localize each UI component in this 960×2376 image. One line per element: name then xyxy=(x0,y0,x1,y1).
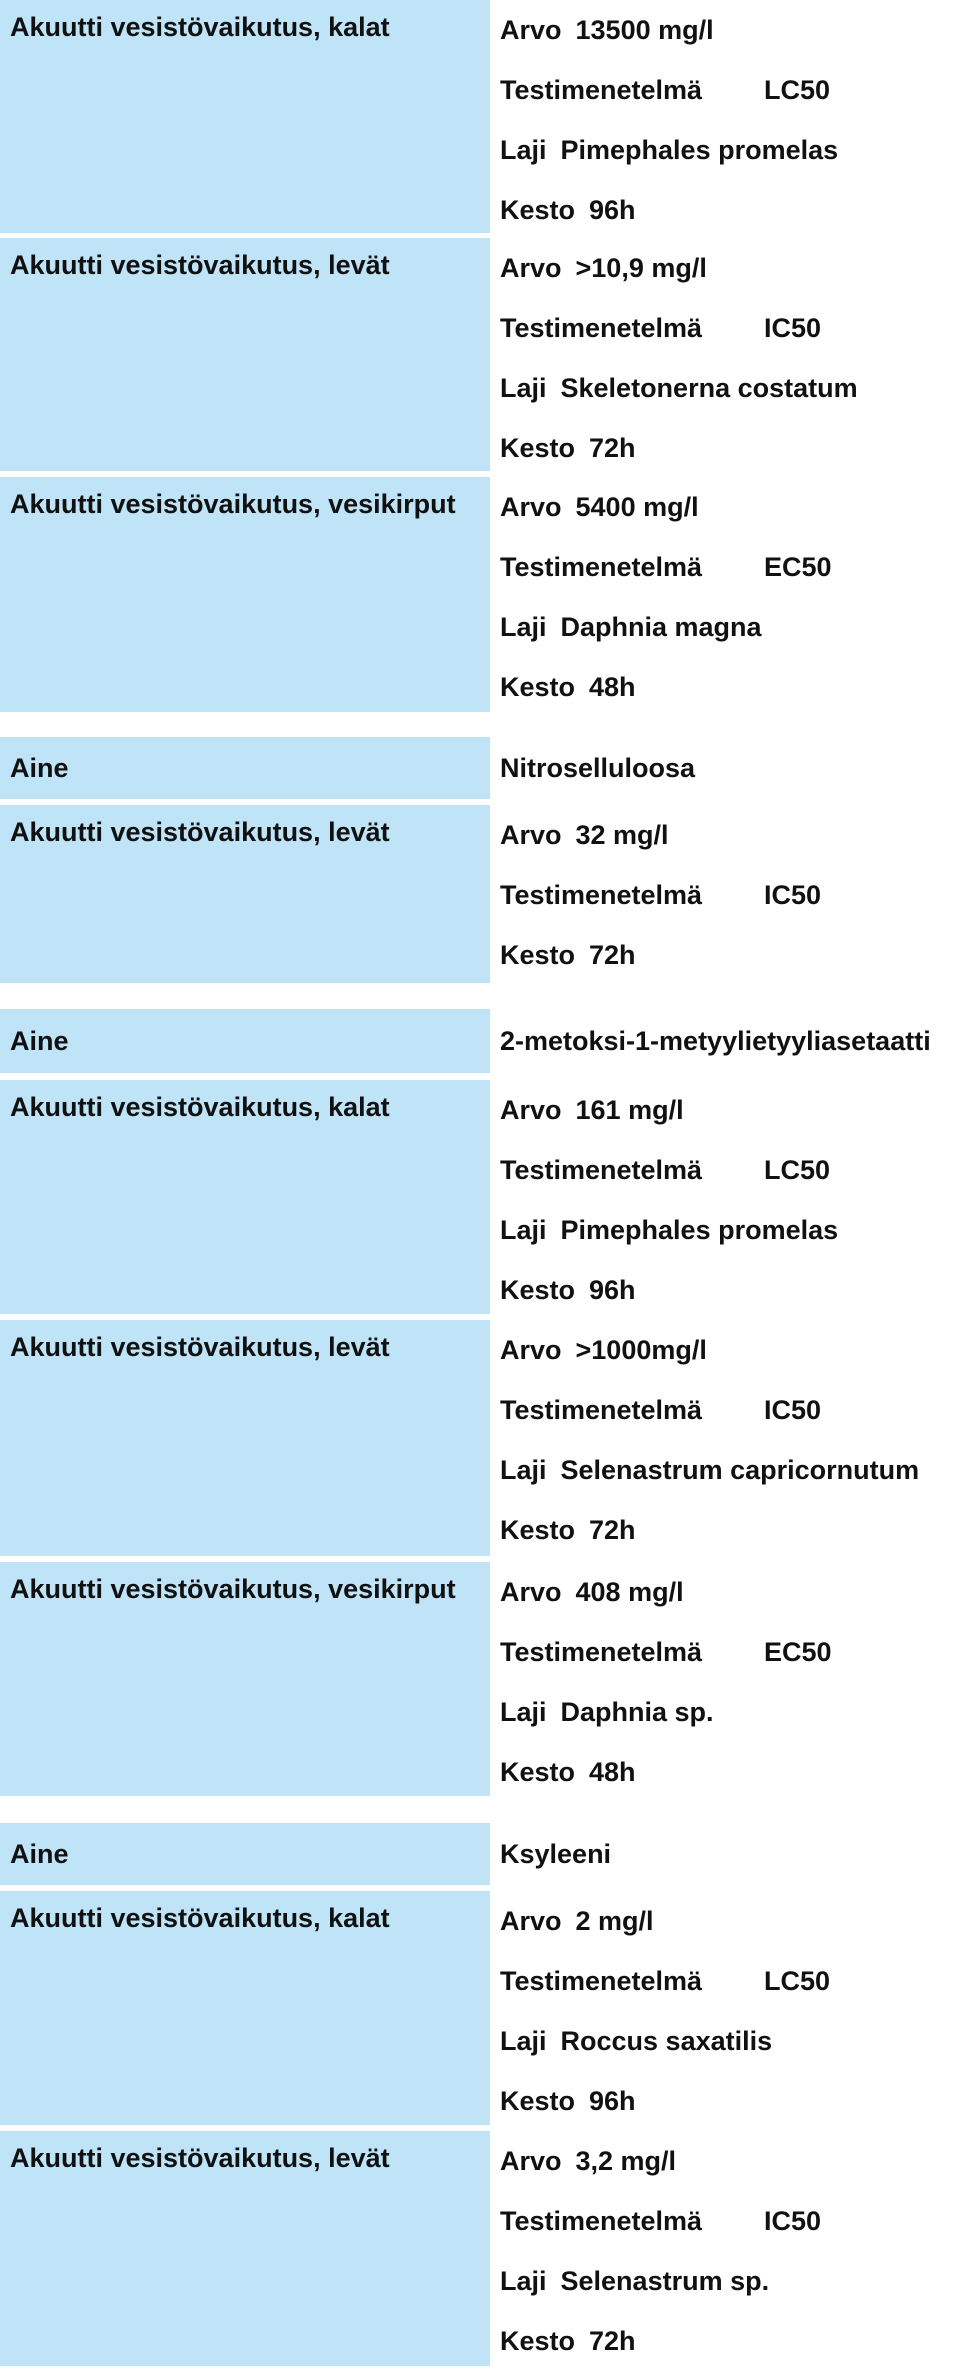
effect-label xyxy=(0,477,490,712)
details-cell xyxy=(490,238,960,471)
laji-line xyxy=(500,2251,960,2311)
substance-name: Nitroselluloosa xyxy=(500,752,696,783)
effect-label xyxy=(0,0,490,233)
aine-label: Aine xyxy=(10,753,69,783)
substance-label xyxy=(0,1823,490,1885)
laji-label: Laji xyxy=(500,134,547,165)
arvo-label: Arvo xyxy=(500,2145,562,2176)
method-line xyxy=(500,1140,960,1200)
kesto-line xyxy=(500,2311,960,2371)
laji-line xyxy=(500,597,960,657)
method-line xyxy=(500,537,960,597)
details-cell xyxy=(490,1320,960,1556)
substance-line xyxy=(500,1009,960,1073)
kesto-label: Kesto xyxy=(500,432,576,463)
effect-row xyxy=(0,1320,960,1556)
laji-line xyxy=(500,2011,960,2071)
kesto-value: 96h xyxy=(589,1274,636,1305)
arvo-value: 13500 mg/l xyxy=(575,14,714,45)
method-label: Testimenetelmä xyxy=(500,1154,703,1185)
effect-row xyxy=(0,477,960,712)
substance-name: 2-metoksi-1-metyylietyyliasetaatti xyxy=(500,1025,931,1056)
kesto-line xyxy=(500,1260,960,1320)
details-cell xyxy=(490,477,960,712)
method-line xyxy=(500,1380,960,1440)
arvo-label: Arvo xyxy=(500,14,562,45)
kesto-value: 48h xyxy=(589,671,636,702)
method-value: IC50 xyxy=(764,2205,822,2236)
substance-row xyxy=(0,1823,960,1885)
kesto-value: 72h xyxy=(589,1514,636,1545)
details-cell xyxy=(490,1009,960,1073)
effect-row xyxy=(0,805,960,983)
method-line xyxy=(500,1951,960,2011)
effect-type: Akuutti vesistövaikutus, levät xyxy=(10,1332,390,1362)
arvo-value: >10,9 mg/l xyxy=(575,252,707,283)
kesto-value: 72h xyxy=(589,939,636,970)
method-label: Testimenetelmä xyxy=(500,879,703,910)
substance-name: Ksyleeni xyxy=(500,1838,612,1869)
effect-label xyxy=(0,238,490,471)
method-value: LC50 xyxy=(764,74,831,105)
effect-label xyxy=(0,1320,490,1556)
arvo-line xyxy=(500,1891,960,1951)
arvo-line xyxy=(500,1562,960,1622)
arvo-label: Arvo xyxy=(500,819,562,850)
effect-type: Akuutti vesistövaikutus, levät xyxy=(10,2143,390,2173)
effect-label xyxy=(0,1080,490,1314)
method-value: IC50 xyxy=(764,1394,822,1425)
laji-label: Laji xyxy=(500,1214,547,1245)
laji-line xyxy=(500,120,960,180)
kesto-label: Kesto xyxy=(500,194,576,225)
method-label: Testimenetelmä xyxy=(500,74,703,105)
arvo-line xyxy=(500,1080,960,1140)
method-label: Testimenetelmä xyxy=(500,1965,703,1996)
substance-line xyxy=(500,1823,960,1885)
kesto-line xyxy=(500,925,960,985)
method-value: LC50 xyxy=(764,1154,831,1185)
laji-label: Laji xyxy=(500,1696,547,1727)
effect-label xyxy=(0,1891,490,2125)
arvo-value: 2 mg/l xyxy=(575,1905,654,1936)
method-line xyxy=(500,865,960,925)
method-label: Testimenetelmä xyxy=(500,1636,703,1667)
method-label: Testimenetelmä xyxy=(500,2205,703,2236)
method-value: IC50 xyxy=(764,879,822,910)
kesto-line xyxy=(500,418,960,478)
kesto-line xyxy=(500,180,960,240)
substance-line xyxy=(500,737,960,799)
method-label: Testimenetelmä xyxy=(500,551,703,582)
substance-label xyxy=(0,1009,490,1073)
effect-row xyxy=(0,1891,960,2125)
details-cell xyxy=(490,1080,960,1314)
kesto-line xyxy=(500,1500,960,1560)
laji-value: Pimephales promelas xyxy=(560,1214,839,1245)
kesto-line xyxy=(500,1742,960,1802)
details-cell xyxy=(490,805,960,983)
arvo-value: 408 mg/l xyxy=(575,1576,684,1607)
method-label: Testimenetelmä xyxy=(500,1394,703,1425)
laji-label: Laji xyxy=(500,1454,547,1485)
arvo-line xyxy=(500,1320,960,1380)
arvo-line xyxy=(500,238,960,298)
details-cell xyxy=(490,737,960,799)
laji-value: Pimephales promelas xyxy=(560,134,839,165)
effect-label xyxy=(0,2131,490,2366)
aine-label: Aine xyxy=(10,1839,69,1869)
effect-row xyxy=(0,1080,960,1314)
kesto-label: Kesto xyxy=(500,1274,576,1305)
effect-row xyxy=(0,2131,960,2366)
kesto-value: 72h xyxy=(589,2325,636,2356)
kesto-label: Kesto xyxy=(500,2085,576,2116)
effect-label xyxy=(0,1562,490,1796)
method-line xyxy=(500,298,960,358)
effect-type: Akuutti vesistövaikutus, levät xyxy=(10,817,390,847)
effect-type: Akuutti vesistövaikutus, kalat xyxy=(10,1903,390,1933)
method-value: EC50 xyxy=(764,551,832,582)
method-value: LC50 xyxy=(764,1965,831,1996)
arvo-value: 5400 mg/l xyxy=(575,491,699,522)
arvo-line xyxy=(500,477,960,537)
laji-value: Daphnia magna xyxy=(560,611,762,642)
arvo-value: 32 mg/l xyxy=(575,819,669,850)
effect-row xyxy=(0,0,960,233)
laji-line xyxy=(500,1440,960,1500)
details-cell xyxy=(490,1562,960,1796)
laji-value: Selenastrum capricornutum xyxy=(560,1454,920,1485)
laji-label: Laji xyxy=(500,2265,547,2296)
arvo-label: Arvo xyxy=(500,252,562,283)
laji-line xyxy=(500,1682,960,1742)
kesto-value: 72h xyxy=(589,432,636,463)
effect-label xyxy=(0,805,490,983)
laji-value: Skeletonerna costatum xyxy=(560,372,858,403)
effect-type: Akuutti vesistövaikutus, kalat xyxy=(10,12,390,42)
kesto-value: 96h xyxy=(589,194,636,225)
arvo-label: Arvo xyxy=(500,1576,562,1607)
arvo-label: Arvo xyxy=(500,1334,562,1365)
arvo-label: Arvo xyxy=(500,491,562,522)
arvo-value: 161 mg/l xyxy=(575,1094,684,1125)
method-value: IC50 xyxy=(764,312,822,343)
laji-line xyxy=(500,1200,960,1260)
effect-row xyxy=(0,1562,960,1796)
effect-type: Akuutti vesistövaikutus, levät xyxy=(10,250,390,280)
method-line xyxy=(500,2191,960,2251)
kesto-line xyxy=(500,2071,960,2131)
method-value: EC50 xyxy=(764,1636,832,1667)
method-label: Testimenetelmä xyxy=(500,312,703,343)
arvo-line xyxy=(500,2131,960,2191)
kesto-line xyxy=(500,657,960,717)
kesto-value: 48h xyxy=(589,1756,636,1787)
laji-label: Laji xyxy=(500,372,547,403)
effect-type: Akuutti vesistövaikutus, kalat xyxy=(10,1092,390,1122)
method-line xyxy=(500,1622,960,1682)
details-cell xyxy=(490,0,960,233)
substance-row xyxy=(0,1009,960,1073)
laji-value: Roccus saxatilis xyxy=(560,2025,773,2056)
arvo-label: Arvo xyxy=(500,1905,562,1936)
aine-label: Aine xyxy=(10,1026,69,1056)
arvo-value: 3,2 mg/l xyxy=(575,2145,677,2176)
kesto-label: Kesto xyxy=(500,939,576,970)
kesto-label: Kesto xyxy=(500,2325,576,2356)
laji-label: Laji xyxy=(500,611,547,642)
effect-row xyxy=(0,238,960,471)
effect-type: Akuutti vesistövaikutus, vesikirput xyxy=(10,489,456,519)
effect-type: Akuutti vesistövaikutus, vesikirput xyxy=(10,1574,456,1604)
kesto-label: Kesto xyxy=(500,671,576,702)
laji-value: Daphnia sp. xyxy=(560,1696,714,1727)
kesto-label: Kesto xyxy=(500,1514,576,1545)
details-cell xyxy=(490,1823,960,1885)
substance-label xyxy=(0,737,490,799)
laji-label: Laji xyxy=(500,2025,547,2056)
arvo-line xyxy=(500,0,960,60)
method-line xyxy=(500,60,960,120)
arvo-value: >1000mg/l xyxy=(575,1334,707,1365)
arvo-line xyxy=(500,805,960,865)
laji-value: Selenastrum sp. xyxy=(560,2265,770,2296)
kesto-label: Kesto xyxy=(500,1756,576,1787)
kesto-value: 96h xyxy=(589,2085,636,2116)
details-cell xyxy=(490,2131,960,2366)
substance-row xyxy=(0,737,960,799)
arvo-label: Arvo xyxy=(500,1094,562,1125)
details-cell xyxy=(490,1891,960,2125)
laji-line xyxy=(500,358,960,418)
